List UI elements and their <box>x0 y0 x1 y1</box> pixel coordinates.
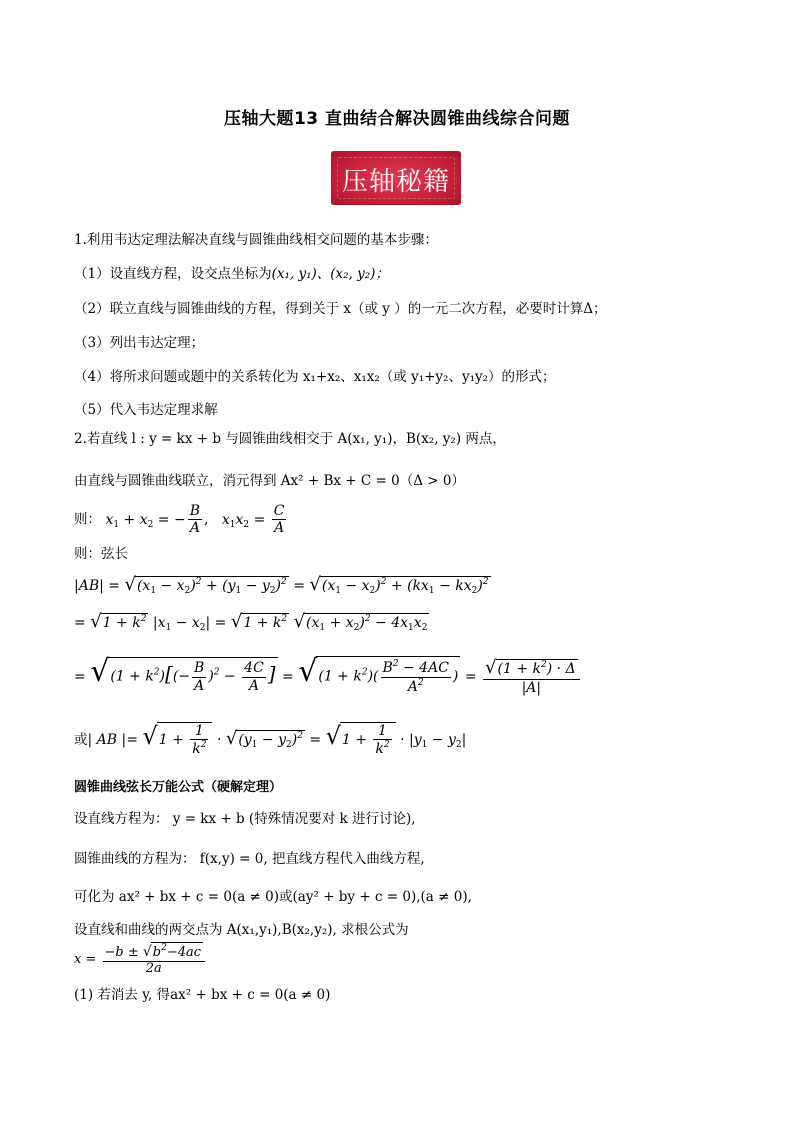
step-1 <box>74 266 389 282</box>
page-title: 压轴大题13 直曲结合解决圆锥曲线综合问题 <box>223 109 571 129</box>
chord-formula-line-1: $|AB| = √(x_1 - x_2)^2 + (y_1 - y_2)^2 = √(x_1 - x_2)^2 + (kx_1 - kx_2)^2$ <box>74 574 489 596</box>
step-3: （3）列出韦达定理； <box>74 335 205 351</box>
vieta-formula: 则： $x_1 + x_2$ = − $\frac{B}{A}$ , $x_1x_2$ = $\frac{C}{A}$ <box>74 503 285 537</box>
section-badge <box>331 151 461 205</box>
universal-line-2: 圆锥曲线的方程为： f(x,y) = 0, 把直线方程代入曲线方程, <box>74 851 425 867</box>
step-1-math: (x₁, y₁)、(x₂, y₂)； <box>271 266 389 282</box>
chord-prefix: 则：弦长 <box>74 546 128 562</box>
universal-line-3: 可化为 ax² + bx + c = 0(a ≠ 0)或(ay² + by + c = 0),(a ≠ 0), <box>74 889 472 905</box>
chord-formula-line-3: = $√(1 + k^2)[(-$ $\frac{B}{A}$ )$^2$ − $\frac{4C}{A}$ ] = $√(1 + k^2)$( $\frac{B^2 - 4AC}{A^2}$ ) = $\frac{√(1 + k^2) \cdot \Delta}{|A|}$ <box>74 654 582 696</box>
item-2-line-1: 2.若直线 l : y = kx + b 与圆锥曲线相交于 A(x₁, y₁)，B(x₂, y₂) 两点， <box>74 431 506 447</box>
vieta-prefix: 则： <box>74 511 101 528</box>
universal-heading: 圆锥曲线弦长万能公式（硬解定理） <box>74 780 283 795</box>
universal-line-4: 设直线和曲线的两交点为 A(x₁,y₁),B(x₂,y₂), 求根公式为 <box>74 922 409 938</box>
step-2: （2）联立直线与圆锥曲线的方程，得到关于 x（或 y ）的一元二次方程，必要时计算Δ； <box>74 301 607 317</box>
chord-formula-line-4: 或| AB |= √1 + $\frac{1}{k^2}$ · $√(y_1 - y_2)^2 = √1$ + $\frac{1}{k^2}$ · $|y_1 - y_2|$ <box>74 722 467 758</box>
step-4: （4）将所求问题或题中的关系转化为 x₁+x₂、x₁x₂（或 y₁+y₂、y₁y₂）的形式； <box>74 369 556 385</box>
item-2-line-2: 由直线与圆锥曲线联立，消元得到 Ax² + Bx + C = 0（Δ > 0） <box>74 473 465 489</box>
quadratic-root-formula: x = $\frac{-b \pm √b^2-4ac}{2a}$ <box>74 942 207 977</box>
universal-line-5: (1) 若消去 y, 得ax² + bx + c = 0(a ≠ 0) <box>74 987 331 1003</box>
badge-label: 压轴秘籍 <box>341 167 450 197</box>
chord-formula-line-2: = $√1 + k^2$ $|x_1 - x_2| = √1 + k^2$ $√(x_1 + x_2)^2 - 4x_1x_2$ <box>74 611 428 633</box>
universal-line-1: 设直线方程为： y = kx + b (特殊情况要对 k 进行讨论), <box>74 811 416 827</box>
step-1-text: （1）设直线方程，设交点坐标为 <box>74 266 272 282</box>
step-5: （5）代入韦达定理求解 <box>74 402 218 418</box>
or-prefix: 或 <box>74 732 88 749</box>
steps-heading: 1.利用韦达定理法解决直线与圆锥曲线相交问题的基本步骤： <box>74 232 438 248</box>
